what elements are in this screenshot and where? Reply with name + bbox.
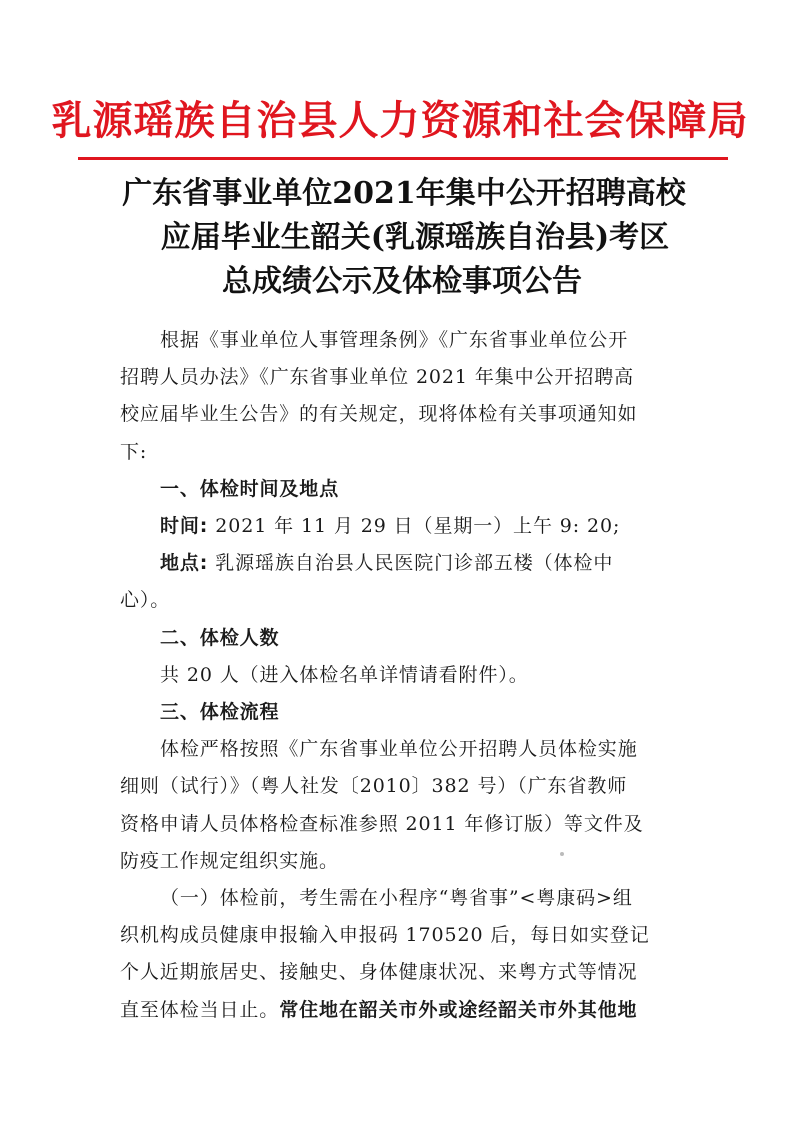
process-line-1: 体检严格按照《广东省事业单位公开招聘人员体检实施 [160, 738, 638, 761]
step-one-normal-text: 直至体检当日止。 [120, 998, 280, 1021]
time-value: 2021 年 11 月 29 日（星期一）上午 9: 20; [208, 515, 621, 538]
document-title [0, 172, 800, 304]
step-one-line-3: 个人近期旅居史、接触史、身体健康状况、来粤方式等情况 [120, 961, 638, 984]
intro-line-2: 招聘人员办法》《广东省事业单位 2021 年集中公开招聘高 [120, 366, 635, 389]
time-label: 时间: [160, 515, 209, 538]
section-heading-3: 三、体检流程 [160, 701, 280, 724]
red-divider [78, 157, 728, 160]
place-label: 地点: [160, 552, 209, 575]
step-one-bold-text: 常住地在韶关市外或途经韶关市外其他地 [279, 998, 638, 1021]
intro-line-4: 下: [120, 440, 148, 463]
process-line-4: 防疫工作规定组织实施。 [120, 849, 339, 872]
process-line-3: 资格申请人员体格检查标准参照 2011 年修订版）等文件及 [120, 812, 644, 835]
place-row [120, 545, 690, 582]
intro-line-1: 根据《事业单位人事管理条例》《广东省事业单位公开 [160, 329, 629, 351]
place-row-continued: 心）。 [120, 589, 171, 612]
title-line-1: 广东省事业单位2021年集中公开招聘高校 [122, 176, 686, 211]
time-row [120, 508, 690, 545]
title-line-2: 应届毕业生韶关(乳源瑶族自治县)考区 [160, 220, 670, 255]
process-line-2: 细则（试行）》（粤人社发〔2010〕382 号）（广东省教师 [120, 775, 628, 798]
organization-header: 乳源瑶族自治县人力资源和社会保障局 [51, 98, 749, 144]
section-heading-1: 一、体检时间及地点 [160, 477, 340, 500]
section-heading-2: 二、体检人数 [160, 626, 280, 649]
step-one-line-1: （一）体检前，考生需在小程序“粤省事”<粤康码>组 [160, 887, 633, 910]
step-one-line-2: 织机构成员健康申报输入申报码 170520 后，每日如实登记 [120, 924, 650, 947]
step-one-line-4 [120, 992, 690, 1029]
document-body [120, 322, 690, 1029]
place-value: 乳源瑶族自治县人民医院门诊部五楼（体检中 [208, 552, 614, 575]
title-line-3: 总成绩公示及体检事项公告 [222, 264, 582, 299]
headcount-text: 共 20 人（进入体检名单详情请看附件）。 [160, 663, 529, 686]
scan-speck [560, 852, 564, 856]
intro-line-3: 校应届毕业生公告》的有关规定，现将体检有关事项通知如 [120, 403, 638, 426]
